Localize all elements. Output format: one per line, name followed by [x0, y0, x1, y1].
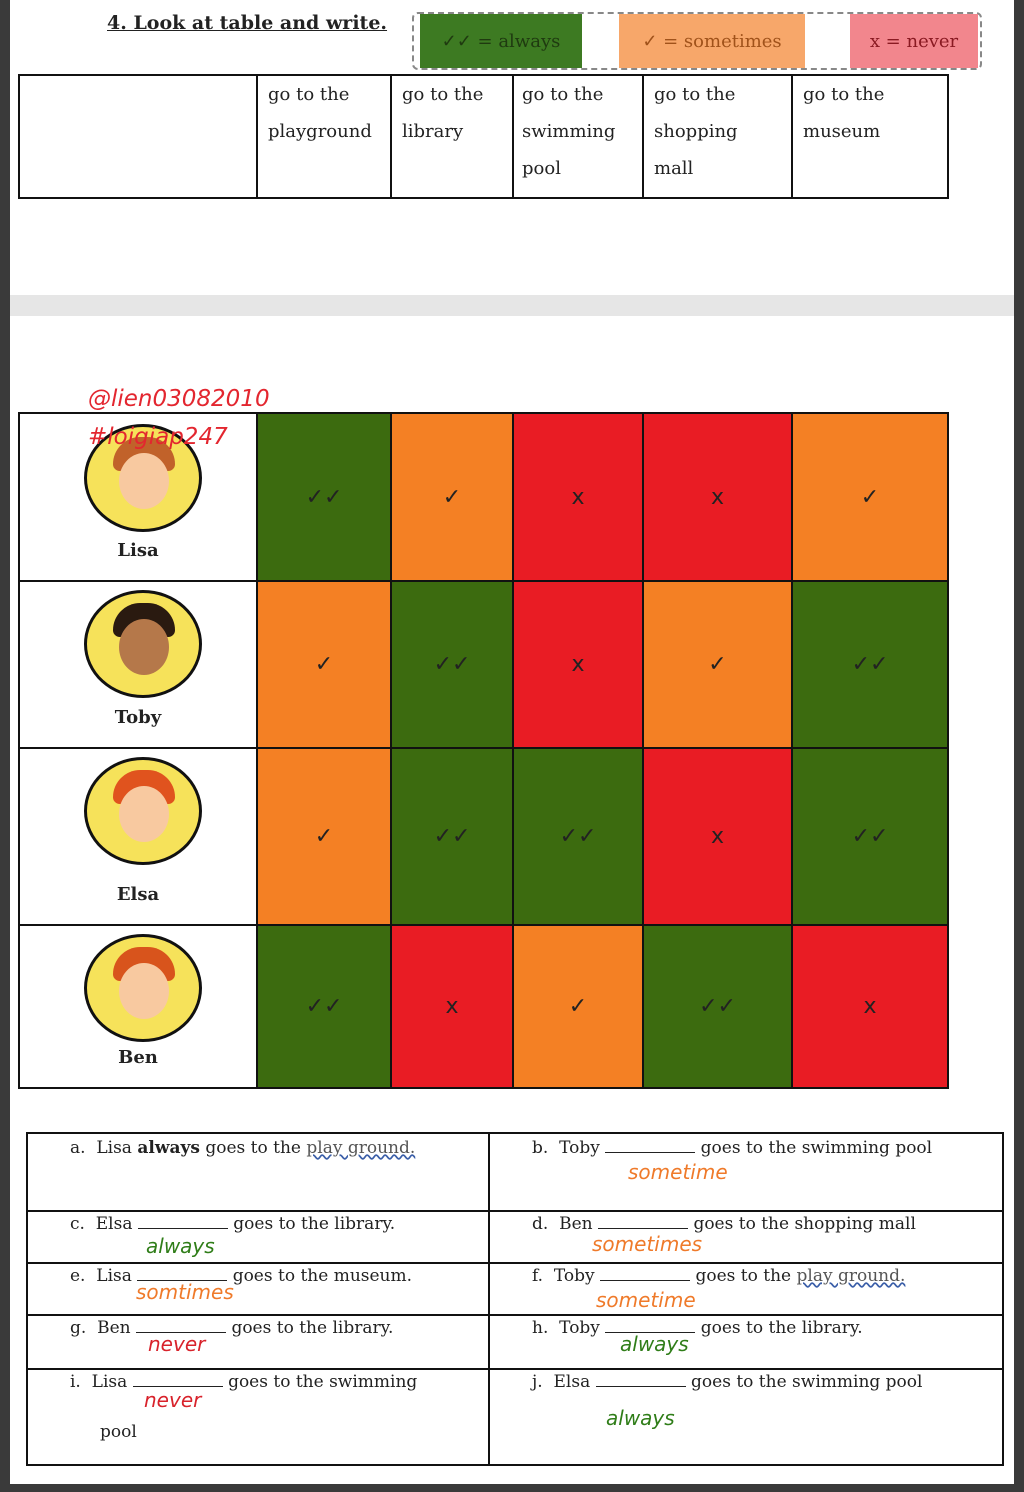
person-name: Toby [114, 707, 162, 728]
cell-toby-library: ✓✓ [392, 582, 512, 747]
legend-sometimes: ✓ = sometimes [619, 14, 805, 68]
face [119, 453, 169, 509]
column-header-shopping-mall: go to the shopping mall [654, 84, 738, 179]
blank-g[interactable] [136, 1318, 226, 1333]
cell-ben-museum: x [793, 926, 947, 1087]
cell-toby-swimming-pool: x [514, 582, 642, 747]
answer-f: sometime [596, 1288, 696, 1312]
cell-elsa-library: ✓✓ [392, 749, 512, 924]
cell-lisa-swimming-pool: x [514, 414, 642, 580]
cell-toby-shopping-mall: ✓ [644, 582, 791, 747]
exercise-title: 4. Look at table and write. [107, 12, 388, 34]
blank-j[interactable] [596, 1372, 686, 1387]
sentence-i: i. Lisa goes to the swimming [70, 1372, 418, 1392]
answer-c: always [146, 1234, 215, 1258]
boy-curly-hair-avatar [84, 590, 202, 698]
sentence-d: d. Ben goes to the shopping mall [532, 1214, 916, 1234]
answer-d: sometimes [592, 1232, 703, 1256]
cell-toby-museum: ✓✓ [793, 582, 947, 747]
cell-ben-shopping-mall: ✓✓ [644, 926, 791, 1087]
frequency-table [18, 412, 949, 1089]
column-header-playground: go to the playground [268, 84, 372, 142]
girl-pigtails-avatar [84, 757, 202, 865]
person-name: Ben [118, 1047, 158, 1068]
answer-e: somtimes [136, 1280, 234, 1304]
answers-table [26, 1132, 1004, 1466]
blank-b[interactable] [605, 1138, 695, 1153]
sentence-f: f. Toby goes to the play ground. [532, 1266, 906, 1286]
watermark-line1: @lien03082010 [88, 386, 270, 412]
cell-ben-swimming-pool: ✓ [514, 926, 642, 1087]
page-gap [10, 295, 1014, 316]
cell-elsa-playground: ✓ [258, 749, 390, 924]
column-header-museum: go to the museum [803, 84, 885, 142]
sentence-c: c. Elsa goes to the library. [70, 1214, 396, 1234]
column-header-library: go to the library [402, 84, 484, 142]
cell-elsa-museum: ✓✓ [793, 749, 947, 924]
activity-header-table [18, 74, 949, 199]
answer-h: always [620, 1332, 689, 1356]
cell-lisa-museum: ✓ [793, 414, 947, 580]
cell-elsa-swimming-pool: ✓✓ [514, 749, 642, 924]
face [119, 619, 169, 675]
blank-c[interactable] [138, 1214, 228, 1229]
blank-e[interactable] [137, 1266, 227, 1281]
face [119, 786, 169, 842]
blank-d[interactable] [598, 1214, 688, 1229]
watermark-line2: #loigiap247 [88, 424, 228, 450]
cell-ben-playground: ✓✓ [258, 926, 390, 1087]
cell-elsa-shopping-mall: x [644, 749, 791, 924]
sentence-i-cont: pool [100, 1422, 137, 1442]
sentence-e: e. Lisa goes to the museum. [70, 1266, 413, 1286]
cell-lisa-shopping-mall: x [644, 414, 791, 580]
sentence-b: b. Toby goes to the swimming pool [532, 1138, 933, 1158]
sentence-a: a. Lisa always goes to the play ground. [70, 1138, 416, 1158]
boy-glasses-avatar [84, 934, 202, 1042]
answer-j: always [606, 1406, 675, 1430]
person-name: Lisa [117, 540, 159, 561]
column-header-swimming-pool: go to the swimming pool [522, 84, 616, 179]
answer-g: never [148, 1332, 206, 1356]
cell-lisa-library: ✓ [392, 414, 512, 580]
answer-b: sometime [628, 1160, 728, 1184]
person-name: Elsa [116, 884, 160, 905]
blank-i[interactable] [133, 1372, 223, 1387]
legend-never: x = never [850, 14, 978, 68]
sentence-g: g. Ben goes to the library. [70, 1318, 394, 1338]
sentence-h: h. Toby goes to the library. [532, 1318, 863, 1338]
cell-lisa-playground: ✓✓ [258, 414, 390, 580]
blank-f[interactable] [600, 1266, 690, 1281]
legend [412, 12, 982, 70]
answer-i: never [144, 1388, 202, 1412]
cell-ben-library: x [392, 926, 512, 1087]
legend-always: ✓✓ = always [420, 14, 582, 68]
blank-h[interactable] [605, 1318, 695, 1333]
face [119, 963, 169, 1019]
cell-toby-playground: ✓ [258, 582, 390, 747]
sentence-j: j. Elsa goes to the swimming pool [532, 1372, 923, 1392]
